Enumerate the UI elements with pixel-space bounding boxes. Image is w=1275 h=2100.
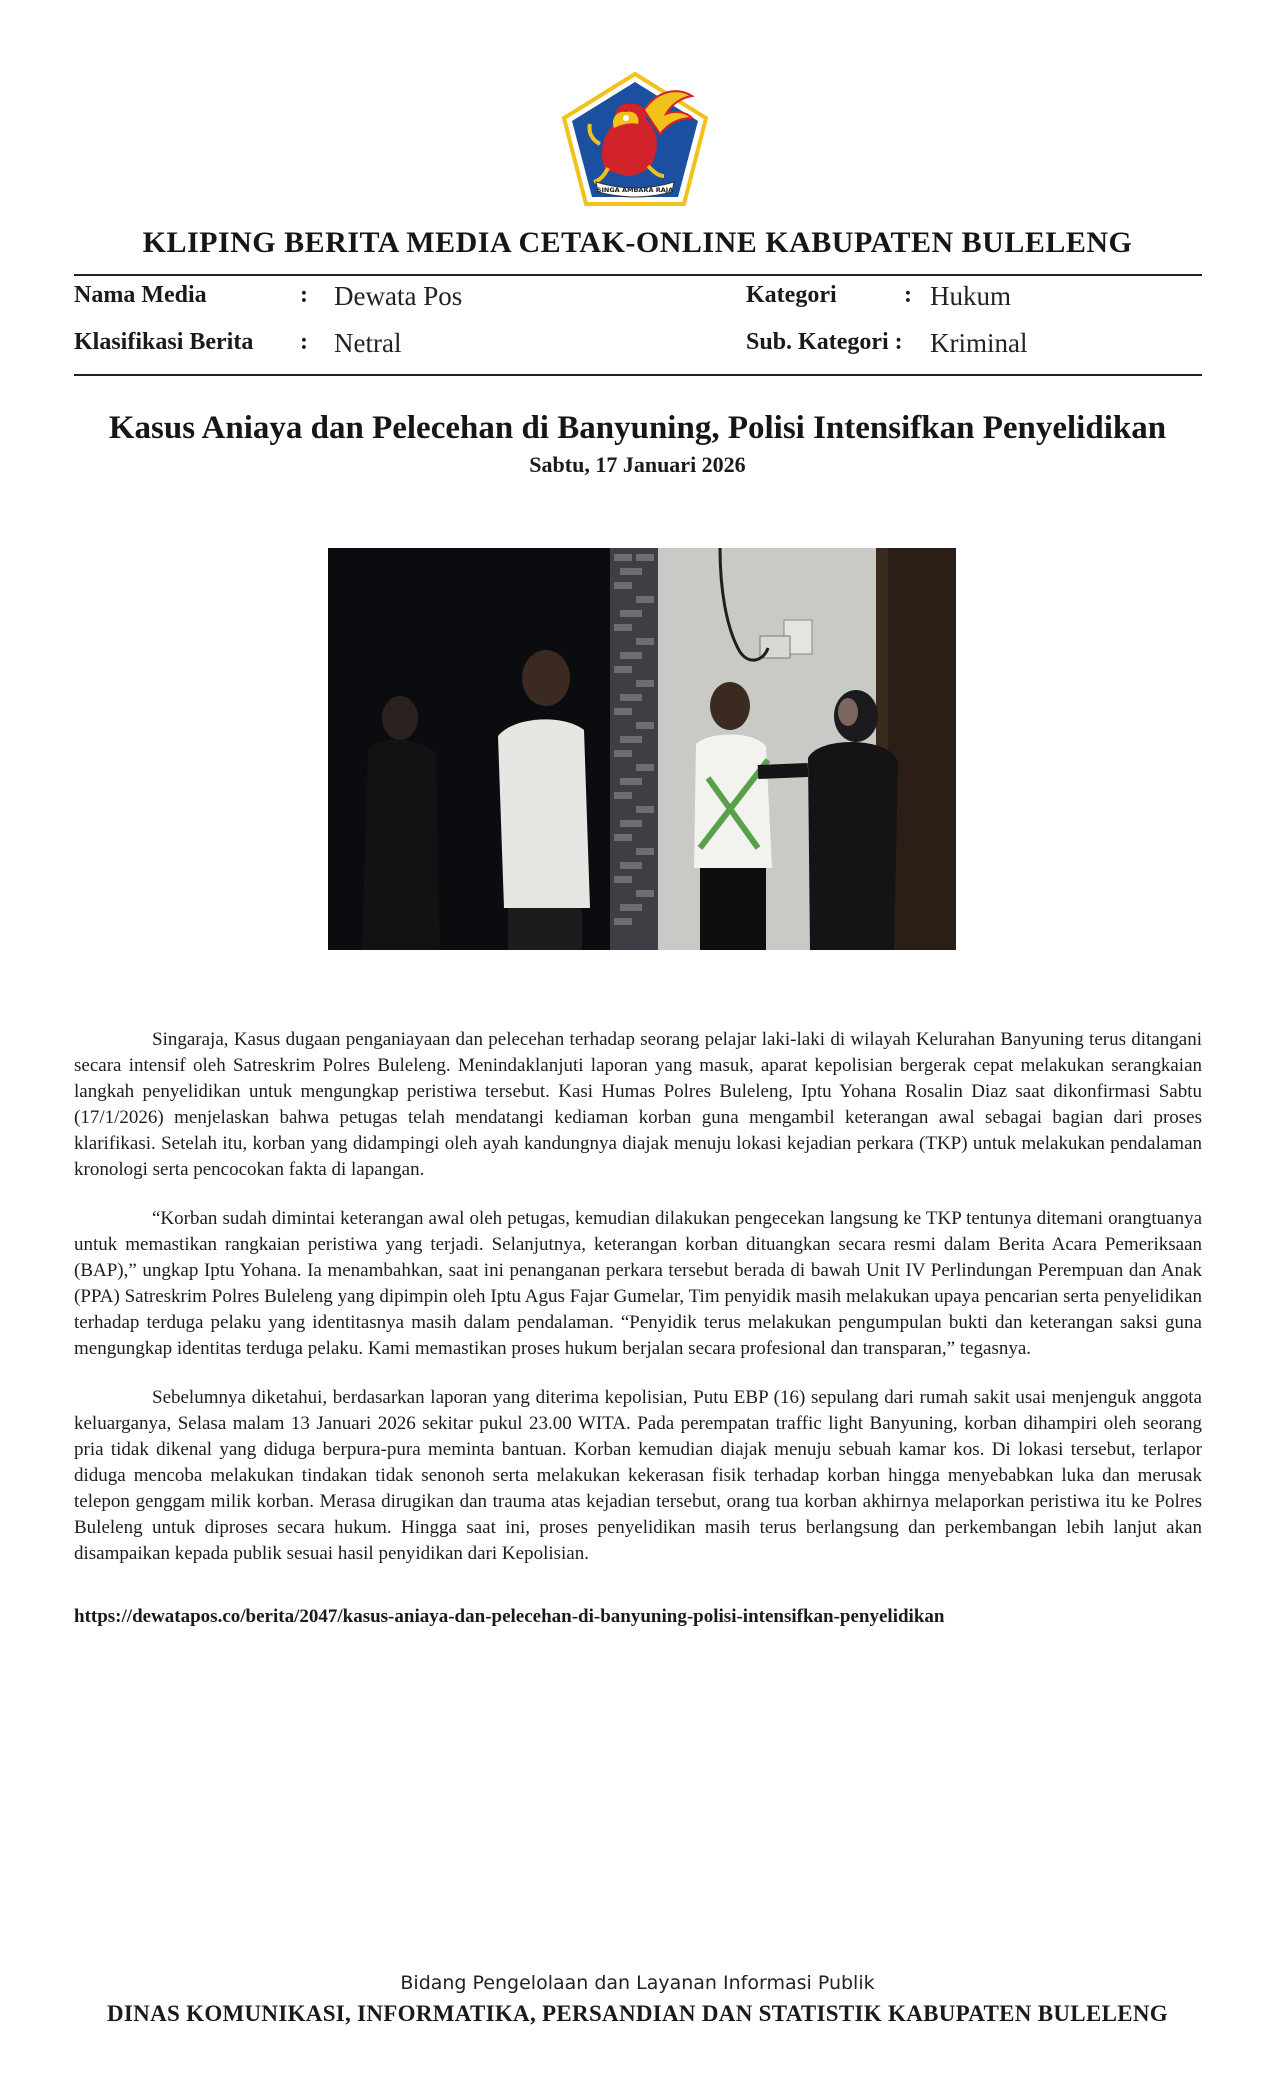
- clipping-header-title: KLIPING BERITA MEDIA CETAK-ONLINE KABUPATEN BULELENG: [142, 226, 1133, 259]
- media-label: Nama Media: [74, 282, 207, 308]
- article-paragraph: Sebelumnya diketahui, berdasarkan laporan yang diterima kepolisian, Putu EBP (16) sepulang dari rumah sakit usai menjenguk anggota keluarganya, Selasa malam 13 Januari 2026 sekitar pukul 23.00 WITA. Pada perempatan traffic light Banyuning, korban dihampiri oleh seorang pria tidak dikenal yang diduga berpura-pura meminta bantuan. Korban kemudian diajak menuju sebuah kamar kos. Di lokasi tersebut, terlapor diduga mencoba melakukan tindakan tidak senonoh serta melakukan kekerasan fisik terhadap korban hingga menyebabkan luka dan merusak telepon genggam milik korban. Merasa dirugikan dan trauma atas kejadian tersebut, orang tua korban akhirnya melaporkan peristiwa itu ke Polres Buleleng untuk diproses secara hukum. Hingga saat ini, proses penyelidikan masih terus berlangsung dan perkembangan lebih lanjut akan disampaikan kepada publik sesuai hasil penyidikan dari Kepolisian.: [74, 1387, 1202, 1564]
- article-body: [74, 1027, 1202, 1590]
- article-date: Sabtu, 17 Januari 2026: [529, 452, 746, 477]
- news-photo: [328, 548, 956, 950]
- singa-ambara-raja-emblem-icon: [560, 72, 710, 207]
- meta-row-klasifikasi: [74, 328, 1202, 368]
- article-paragraph: “Korban sudah dimintai keterangan awal oleh petugas, kemudian dilakukan pengecekan langsung ke TKP tentunya ditemani orangtuanya untuk memastikan rangkaian peristiwa yang terjadi. Selanjutnya, keterangan korban dituangkan secara resmi dalam Berita Acara Pemeriksaan (BAP),” ungkap Iptu Yohana. Ia menambahkan, saat ini penanganan perkara tersebut berada di bawah Unit IV Perlindungan Perempuan dan Anak (PPA) Satreskrim Polres Buleleng yang dipimpin oleh Iptu Agus Fajar Gumelar, Tim penyidik masih melakukan upaya pencarian serta penyelidikan terhadap terduga pelaku yang identitasnya masih dalam pendalaman. “Penyidik terus melakukan pengumpulan bukti dan keterangan saksi guna mengungkap identitas terduga pelaku. Kami memastikan proses hukum berjalan secara profesional dan transparan,” tegasnya.: [74, 1208, 1202, 1359]
- klasifikasi-colon: :: [300, 329, 308, 355]
- header-divider-bottom: [74, 374, 1202, 376]
- kategori-value: Hukum: [930, 281, 1011, 311]
- kategori-colon: :: [904, 282, 912, 308]
- footer-agency: DINAS KOMUNIKASI, INFORMATIKA, PERSANDIAN DAN STATISTIK KABUPATEN BULELENG: [107, 2001, 1168, 2026]
- media-value: Dewata Pos: [334, 281, 463, 311]
- article-paragraph: Singaraja, Kasus dugaan penganiayaan dan pelecehan terhadap seorang pelajar laki-laki di wilayah Kelurahan Banyuning terus ditangani secara intensif oleh Satreskrim Polres Buleleng. Menindaklanjuti laporan yang masuk, aparat kepolisian bergerak cepat melakukan serangkaian langkah penyelidikan untuk mengungkap peristiwa tersebut. Kasi Humas Polres Buleleng, Iptu Yohana Rosalin Diaz saat dikonfirmasi Sabtu (17/1/2026) menjelaskan bahwa petugas telah mendatangi kediaman korban guna mengambil keterangan awal sebagai bagian dari proses klarifikasi. Setelah itu, korban yang didampingi oleh ayah kandungnya diajak menuju lokasi kejadian perkara (TKP) untuk melakukan pendalaman kronologi serta pencocokan fakta di lapangan.: [74, 1029, 1202, 1180]
- source-url: https://dewatapos.co/berita/2047/kasus-aniaya-dan-pelecehan-di-banyuning-polisi-intensifkan-penyelidikan: [74, 1606, 945, 1627]
- footer-department: Bidang Pengelolaan dan Layanan Informasi Publik: [400, 1972, 875, 1994]
- subkategori-value: Kriminal: [930, 328, 1028, 358]
- buleleng-emblem-logo: [560, 72, 710, 207]
- logo-motto: SINGA AMBARA RAJA: [596, 186, 674, 194]
- klasifikasi-label: Klasifikasi Berita: [74, 329, 254, 355]
- kategori-label: Kategori: [746, 282, 837, 308]
- meta-row-media: [74, 281, 1202, 321]
- header-divider-top: [74, 274, 1202, 276]
- article-title: Kasus Aniaya dan Pelecehan di Banyuning, Polisi Intensifkan Penyelidikan: [108, 410, 1167, 446]
- media-colon: :: [300, 282, 308, 308]
- subkategori-label: Sub. Kategori :: [746, 329, 903, 355]
- klasifikasi-value: Netral: [334, 328, 402, 358]
